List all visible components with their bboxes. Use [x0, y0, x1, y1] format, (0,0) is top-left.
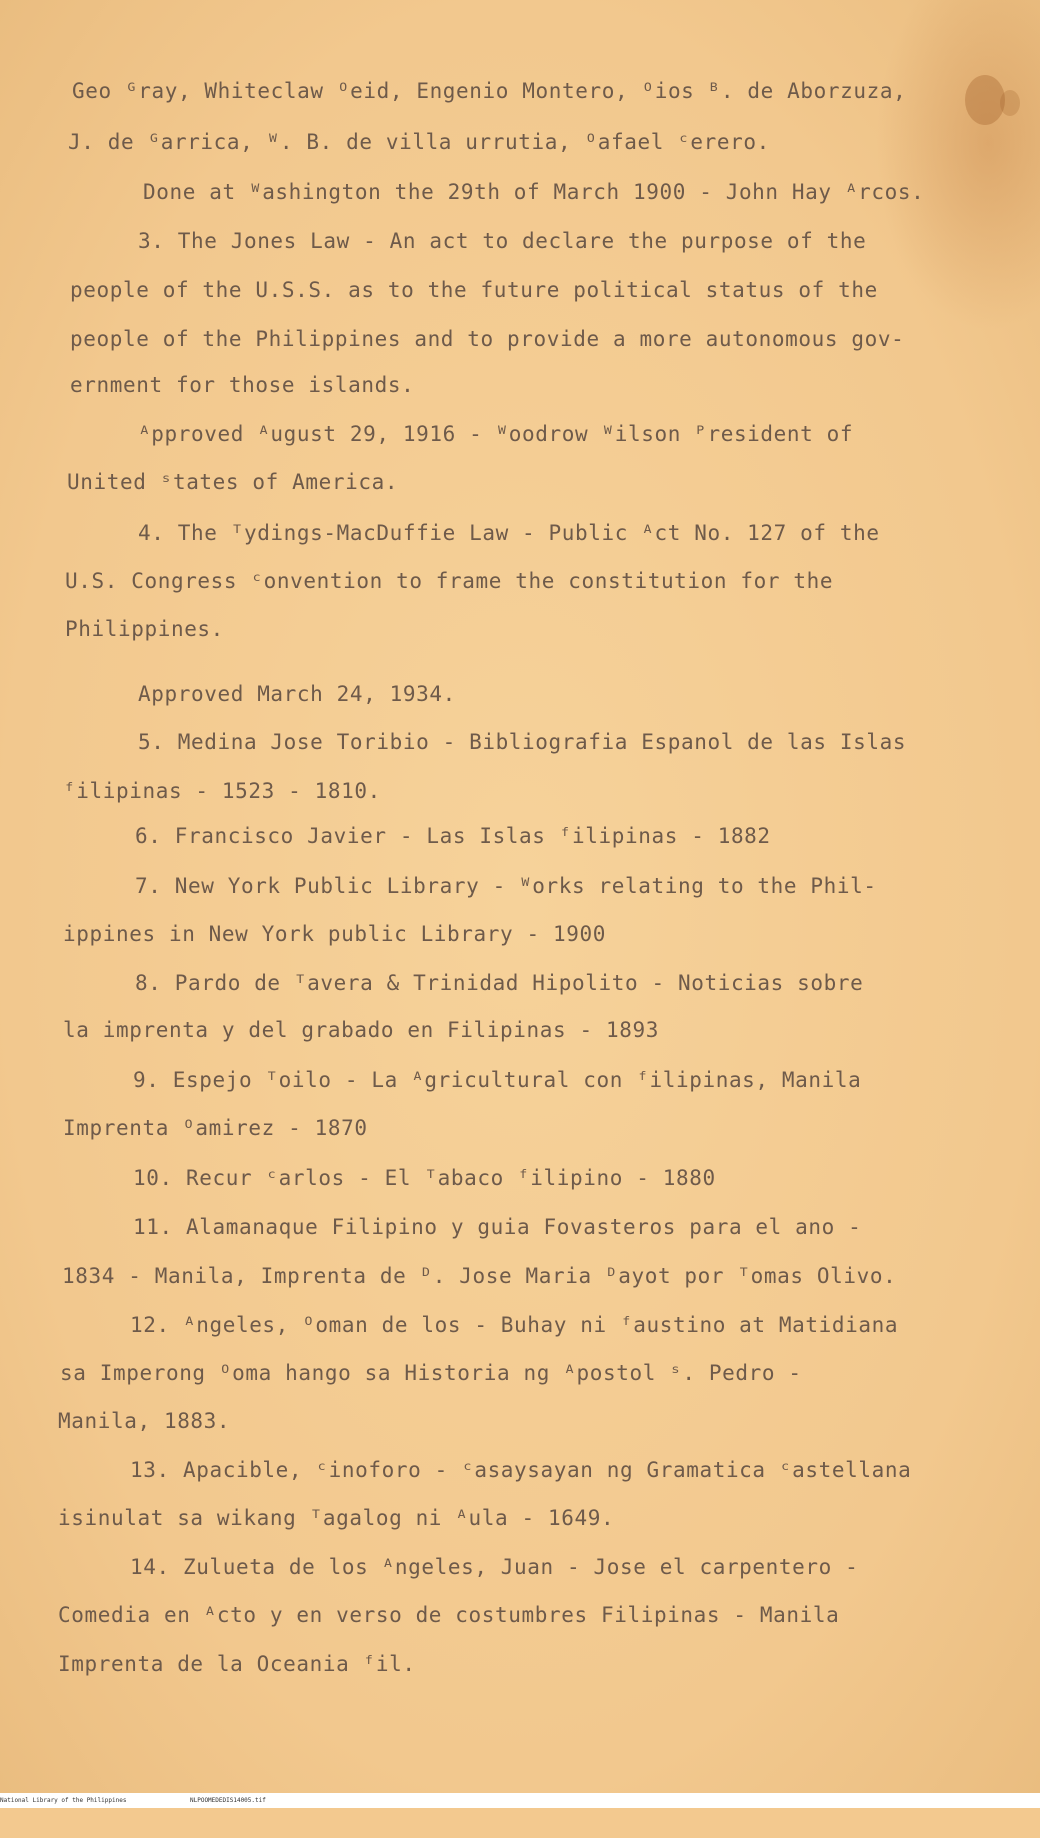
text-line: 3. The Jones Law - An act to declare the purpose of the: [138, 229, 867, 253]
text-line: 9. Espejo ᵀoilo - La ᴬgricultural con ᶠilipinas, Manila: [133, 1068, 862, 1092]
text-line: Imprenta de la Oceania ᶠil.: [58, 1652, 416, 1676]
text-line: U.S. Congress ᶜonvention to frame the constitution for the: [65, 569, 834, 593]
scan-footer: [0, 1793, 1040, 1808]
text-line: Done at ᵂashington the 29th of March 1900 - John Hay ᴬrcos.: [143, 180, 925, 204]
text-line: 11. Alamanaque Filipino y guia Fovasteros para el ano -: [133, 1215, 862, 1239]
text-line: 6. Francisco Javier - Las Islas ᶠilipinas - 1882: [135, 824, 771, 848]
text-line: United ˢtates of America.: [67, 470, 399, 494]
text-line: people of the Philippines and to provide a more autonomous gov-: [70, 327, 905, 351]
text-line: Approved March 24, 1934.: [138, 682, 456, 706]
text-line: J. de ᴳarrica, ᵂ. B. de villa urrutia, ᴼafael ᶜerero.: [68, 130, 770, 154]
text-line: la imprenta y del grabado en Filipinas - 1893: [63, 1018, 659, 1042]
text-line: 10. Recur ᶜarlos - El ᵀabaco ᶠilipino - 1880: [133, 1166, 716, 1190]
footer-filename: NLPOOMEDEDIS14005.tif: [190, 1797, 266, 1804]
text-line: Philippines.: [65, 617, 224, 641]
text-line: Comedia en ᴬcto y en verso de costumbres Filipinas - Manila: [58, 1603, 840, 1627]
text-line: 5. Medina Jose Toribio - Bibliografia Espanol de las Islas: [138, 730, 907, 754]
text-line: 4. The ᵀydings-MacDuffie Law - Public ᴬct No. 127 of the: [138, 521, 880, 545]
paper-stain: [1000, 90, 1020, 116]
text-line: people of the U.S.S. as to the future political status of the: [70, 278, 878, 302]
text-line: ᴬpproved ᴬugust 29, 1916 - ᵂoodrow ᵂilson ᴾresident of: [138, 422, 854, 446]
text-line: 7. New York Public Library - ᵂorks relating to the Phil-: [135, 874, 877, 898]
text-line: ernment for those islands.: [70, 373, 415, 397]
paper-stain: [965, 75, 1005, 125]
text-line: 1834 - Manila, Imprenta de ᴰ. Jose Maria ᴰayot por ᵀomas Olivo.: [62, 1264, 897, 1288]
text-line: sa Imperong ᴼoma hango sa Historia ng ᴬpostol ˢ. Pedro -: [60, 1361, 802, 1385]
text-line: ᶠilipinas - 1523 - 1810.: [63, 779, 381, 803]
text-line: Manila, 1883.: [58, 1409, 231, 1433]
text-line: 8. Pardo de ᵀavera & Trinidad Hipolito - Noticias sobre: [135, 971, 864, 995]
text-line: ippines in New York public Library - 1900: [63, 922, 606, 946]
footer-institution: National Library of the Philippines: [0, 1797, 127, 1804]
text-line: 13. Apacible, ᶜinoforo - ᶜasaysayan ng Gramatica ᶜastellana: [130, 1458, 912, 1482]
text-line: Imprenta ᴼamirez - 1870: [63, 1116, 368, 1140]
text-line: 14. Zulueta de los ᴬngeles, Juan - Jose el carpentero -: [130, 1555, 859, 1579]
text-line: isinulat sa wikang ᵀagalog ni ᴬula - 1649.: [58, 1506, 615, 1530]
text-line: Geo ᴳray, Whiteclaw ᴼeid, Engenio Montero, ᴼios ᴮ. de Aborzuza,: [72, 79, 907, 103]
text-line: 12. ᴬngeles, ᴼoman de los - Buhay ni ᶠaustino at Matidiana: [130, 1313, 899, 1337]
